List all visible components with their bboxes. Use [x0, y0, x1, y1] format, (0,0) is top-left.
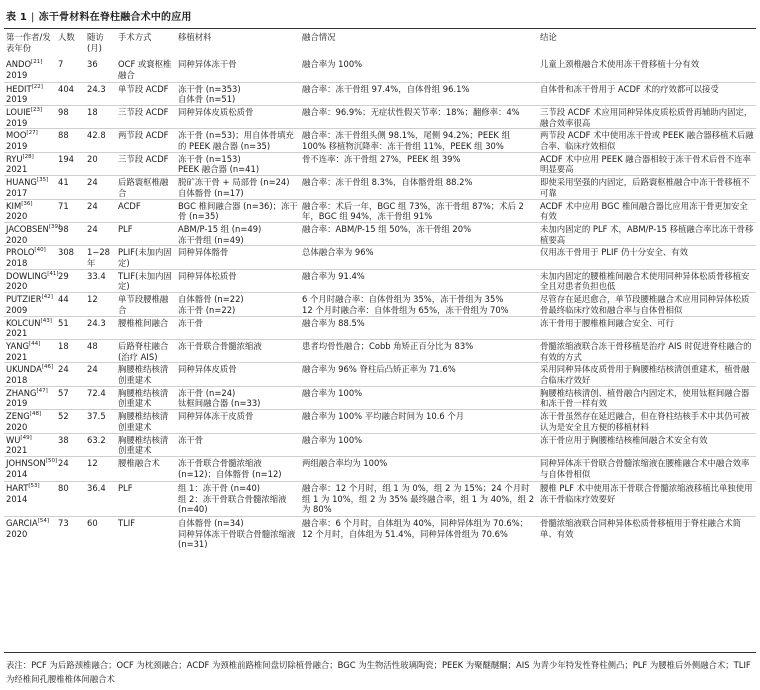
reference-number: [50]	[45, 458, 58, 465]
publication-year: 2018	[6, 375, 28, 386]
graft-material-cell: 同种异体冻干皮质骨	[178, 411, 254, 422]
author-year-cell	[4, 457, 56, 482]
publication-year: 2019	[6, 141, 28, 152]
publication-year: 2018	[6, 258, 28, 269]
patient-count-cell: 52	[58, 411, 69, 422]
conclusion-cell: 即使采用坚强的内固定，后路寰枢椎融合中冻干骨移植不可靠	[540, 177, 750, 198]
header-material: 移植材料	[178, 32, 212, 42]
reference-number: [36]	[21, 200, 33, 207]
fusion-result-cell: 总体融合率为 96%	[302, 247, 374, 258]
patient-count-cell: 404	[58, 83, 74, 94]
patient-count-cell: 24	[58, 364, 69, 375]
surgery-method-cell: 胸腰椎结核清创重建术	[118, 411, 169, 432]
author-name: HART	[6, 483, 29, 493]
table-row	[4, 246, 756, 269]
fusion-result-cell: 融合率：冻干骨组 97.4%，自体骨组 96.1%	[302, 83, 470, 94]
surgery-method-cell: 三节段 ACDF	[118, 106, 169, 117]
author-year-cell	[4, 293, 56, 316]
followup-cell: 42.8	[87, 130, 106, 141]
conclusion-cell: 两节段 ACDF 术中使用冻干骨或 PEEK 融合器移植术后融合率、临床疗效相似	[540, 130, 754, 152]
fusion-result-cell: 两组融合率均为 100%	[302, 458, 388, 468]
table-row	[4, 58, 756, 82]
reference-number: [48]	[29, 411, 42, 418]
author-year-cell	[4, 363, 56, 386]
conclusion-cell: 仅用冻干骨用于 PLIF 仍十分安全、有效	[540, 247, 688, 258]
table-row	[4, 199, 756, 222]
header-fusion: 融合情况	[302, 32, 336, 42]
conclusion-cell: 未加内固定的 PLF 术，ABM/P-15 移植融合率比冻干骨移植要高	[540, 223, 754, 245]
publication-year: 2020	[6, 421, 28, 432]
graft-material-cell: 自体髂骨 (n=22) 冻干骨 (n=22)	[178, 294, 244, 315]
author-name: JACOBSEN	[6, 223, 49, 234]
fusion-result-cell: 融合率为 100%	[302, 434, 363, 445]
graft-material-cell: ABM/P-15 组 (n=49) 冻干骨组 (n=49)	[178, 223, 262, 245]
author-name: PROLO	[6, 247, 35, 258]
table-row	[4, 176, 756, 199]
patient-count-cell: 38	[58, 434, 69, 445]
graft-material-cell: 自体髂骨 (n=34) 同种异体冻干骨联合骨髓浓缩液 (n=31)	[178, 518, 296, 550]
followup-cell: 12	[87, 458, 98, 468]
reference-number: [27]	[26, 130, 38, 137]
header-followup: 随访(月)	[87, 32, 104, 53]
author-year-cell	[4, 386, 56, 409]
author-year-cell	[4, 199, 56, 222]
conclusion-cell: 胸腰椎结核清创、植骨融合内固定术，使用钛框间融合器和冻干骨一样有效	[540, 387, 750, 409]
patient-count-cell: 51	[58, 317, 69, 328]
patient-count-cell: 73	[58, 518, 69, 528]
author-name: GARCIA	[6, 518, 38, 528]
author-name: LOUIE	[6, 106, 31, 117]
table-row	[4, 316, 756, 339]
fusion-result-cell: 融合率为 100%	[302, 387, 363, 398]
fusion-result-cell: 融合率为 100%	[302, 59, 363, 69]
graft-material-cell: 脱矿冻干骨 + 局部骨 (n=24) 自体髂骨 (n=17)	[178, 177, 290, 198]
surgery-method-cell: 腰椎融合术	[118, 458, 160, 468]
patient-count-cell: 98	[58, 106, 69, 117]
author-name: JOHNSON	[6, 458, 46, 468]
patient-count-cell: 18	[58, 340, 69, 351]
conclusion-cell: 冻干骨用于腰椎椎间融合安全、可行	[540, 317, 674, 328]
surgery-method-cell: TLIF(未加内固定)	[118, 270, 172, 292]
table-row	[4, 129, 756, 152]
author-year-cell	[4, 433, 56, 456]
conclusion-cell: 三节段 ACDF 术应用同种异体皮质松质骨再辅助内固定，融合效率很高	[540, 106, 753, 128]
surgery-method-cell: 三节段 ACDF	[118, 153, 169, 164]
reference-number: [35]	[36, 177, 49, 184]
table-body	[4, 58, 756, 554]
graft-material-cell: 冻干骨	[178, 434, 204, 445]
followup-cell: 24.3	[87, 317, 106, 328]
conclusion-cell: ACDF 术中应用 BGC 椎间融合器比应用冻干骨更加安全有效	[540, 200, 748, 222]
publication-year: 2021	[6, 445, 28, 456]
reference-number: [21]	[31, 59, 43, 66]
followup-cell: 20	[87, 153, 98, 164]
reference-number: [41]	[47, 270, 59, 277]
surgery-method-cell: 后路寰枢椎融合	[118, 177, 169, 198]
graft-material-cell: 同种异体冻干骨	[178, 59, 237, 69]
table-row	[4, 82, 756, 105]
author-name: RYU	[6, 153, 23, 164]
graft-material-cell: 冻干骨 (n=153) PEEK 融合器 (n=41)	[178, 153, 260, 175]
author-year-cell	[4, 410, 56, 433]
publication-year: 2021	[6, 328, 28, 339]
followup-cell: 36	[87, 59, 98, 69]
author-name: KIM	[6, 200, 22, 211]
author-year-cell	[4, 269, 59, 292]
publication-year: 2009	[6, 304, 28, 315]
publication-year: 2020	[6, 281, 28, 292]
author-year-cell	[4, 222, 61, 245]
fusion-result-cell: 融合率：ABM/P-15 组 50%，冻干骨组 20%	[302, 223, 472, 234]
patient-count-cell: 71	[58, 200, 69, 211]
followup-cell: 72.4	[87, 387, 106, 398]
reference-number: [47]	[36, 387, 48, 394]
table-header-row	[4, 31, 756, 58]
author-name: HEDIT	[6, 83, 32, 94]
patient-count-cell: 98	[58, 223, 69, 234]
reference-number: [49]	[20, 434, 32, 441]
author-name: HUANG	[6, 177, 37, 188]
table-row	[4, 386, 756, 409]
reference-number: [53]	[28, 483, 40, 490]
conclusion-cell: 采用同种异体皮质骨用于胸腰椎结核清创重建术，植骨融合临床疗效好	[540, 364, 750, 386]
author-year-cell	[4, 129, 56, 152]
graft-material-cell: 冻干骨	[178, 317, 204, 328]
graft-material-cell: 冻干骨联合骨髓浓缩液	[178, 340, 262, 351]
table-row	[4, 482, 756, 517]
fusion-result-cell: 融合率为 91.4%	[302, 270, 365, 281]
fusion-result-cell: 骨不连率：冻干骨组 27%，PEEK 组 39%	[302, 153, 461, 164]
header-author: 第一作者/发表年份	[6, 32, 51, 53]
patient-count-cell: 57	[58, 387, 69, 398]
publication-year: 2021	[6, 164, 28, 175]
publication-year: 2019	[6, 69, 28, 80]
conclusion-cell: 同种异体冻干骨联合骨髓浓缩液在腰椎融合术中融合效率与自体骨相似	[540, 458, 750, 479]
table-row	[4, 222, 756, 245]
followup-cell: 33.4	[87, 270, 106, 281]
publication-year: 2021	[6, 351, 28, 362]
author-year-cell	[4, 58, 56, 82]
fusion-result-cell: 患者均骨性融合；Cobb 角矫正百分比为 83%	[302, 340, 474, 351]
patient-count-cell: 29	[58, 270, 69, 281]
fusion-result-cell: 融合率为 88.5%	[302, 317, 365, 328]
publication-year: 2019	[6, 117, 28, 128]
reference-number: [43]	[40, 317, 52, 324]
conclusion-cell: 自体骨和冻干骨用于 ACDF 术的疗效都可以接受	[540, 83, 719, 94]
surgery-method-cell: 胸腰椎结核清创重建术	[118, 387, 169, 409]
fusion-table	[4, 31, 756, 554]
followup-cell: 48	[87, 340, 98, 351]
graft-material-cell: 冻干骨 (n=53)；用自体骨填充的 PEEK 融合器 (n=35)	[178, 130, 294, 152]
author-name: YANG	[6, 340, 29, 351]
conclusion-cell: 未加内固定的腰椎椎间融合术使用同种异体松质骨移植安全且对患者负担也低	[540, 270, 750, 292]
publication-year: 2020	[6, 528, 28, 539]
surgery-method-cell: 单节段 ACDF	[118, 83, 169, 94]
author-year-cell	[4, 339, 56, 362]
followup-cell: 60	[87, 518, 98, 528]
fusion-result-cell: 融合率：术后一年，BGC 组 73%，冻干骨组 87%；术后 2 年，BGC 组 94%，冻干骨组 91%	[302, 200, 524, 222]
patient-count-cell: 308	[58, 247, 74, 258]
author-name: ZHANG	[6, 387, 37, 398]
followup-cell: 24	[87, 364, 98, 375]
author-name: UKUNDA	[6, 364, 42, 375]
reference-number: [44]	[28, 341, 41, 348]
graft-material-cell: 组 1：冻干骨 (n=40) 组 2：冻干骨联合骨髓浓缩液 (n=40)	[178, 483, 287, 515]
fusion-result-cell: 融合率为 100% 平均融合时间为 10.6 个月	[302, 411, 465, 422]
graft-material-cell: 同种异体皮质松质骨	[178, 106, 254, 117]
followup-cell: 24	[87, 200, 98, 211]
publication-year: 2019	[6, 398, 28, 409]
fusion-result-cell: 融合率：冻干骨组 8.3%，自体髂骨组 88.2%	[302, 177, 473, 188]
surgery-method-cell: 胸腰椎结核清创重建术	[118, 434, 169, 456]
table-row	[4, 363, 756, 386]
followup-cell: 24.3	[87, 83, 106, 94]
patient-count-cell: 7	[58, 59, 64, 69]
graft-material-cell: 冻干骨 (n=353) 自体骨 (n=51)	[178, 83, 241, 105]
graft-material-cell: 冻干骨联合骨髓浓缩液 (n=12)；自体髂骨 (n=12)	[178, 458, 282, 479]
conclusion-cell: 腰椎 PLF 术中使用冻干骨联合骨髓浓缩液移植比单独使用冻干骨临床疗效要好	[540, 483, 753, 504]
surgery-method-cell: ACDF	[118, 200, 141, 211]
table-row	[4, 152, 756, 175]
followup-cell: 12	[87, 294, 98, 305]
followup-cell: 18	[87, 106, 98, 117]
table-row	[4, 457, 756, 482]
fusion-result-cell: 融合率：12 个月时，组 1 为 0%，组 2 为 15%；24 个月时组 1 为 10%，组 2 为 35% 最终融合率，组 1 为 40%，组 2 为 80%	[302, 483, 535, 515]
graft-material-cell: 冻干骨 (n=24) 钛框间融合器 (n=33)	[178, 387, 261, 409]
followup-cell: 24	[87, 177, 98, 188]
author-year-cell	[4, 152, 56, 175]
author-name: DOWLING	[6, 270, 48, 281]
publication-year: 2020	[6, 234, 28, 245]
surgery-method-cell: 胸腰椎结核清创重建术	[118, 364, 169, 386]
patient-count-cell: 80	[58, 483, 69, 493]
publication-year: 2014	[6, 493, 28, 504]
reference-number: [39]	[48, 224, 61, 231]
surgery-method-cell: OCF 或寰枢椎融合	[118, 59, 172, 80]
surgery-method-cell: PLF	[118, 223, 133, 234]
table-row	[4, 517, 756, 554]
conclusion-cell: 儿童上颈椎融合术使用冻干骨移植十分有效	[540, 59, 700, 69]
author-year-cell	[4, 82, 56, 105]
publication-year: 2017	[6, 187, 28, 198]
conclusion-cell: ACDF 术中应用 PEEK 融合器相较于冻干骨术后骨不连率明显要高	[540, 153, 751, 175]
table-footnote: 表注：PCF 为后路颈椎融合；OCF 为枕颈融合；ACDF 为颈椎前路椎间盘切除植骨融合；BGC 为生物活性玻璃陶瓷；PEEK 为聚醚醚酮；AIS 为青少年特发性脊柱侧凸；PLF 为腰椎后外侧融合术；TLIF 为经椎间孔腰椎椎体间融合术	[6, 660, 751, 684]
patient-count-cell: 44	[58, 294, 69, 305]
followup-cell: 37.5	[87, 411, 106, 422]
reference-number: [22]	[31, 83, 43, 90]
author-year-cell	[4, 316, 56, 339]
author-name: KOLCUN	[6, 317, 41, 328]
followup-cell: 24	[87, 223, 98, 234]
surgery-method-cell: PLIF(未加内固定)	[118, 247, 172, 269]
table-title	[6, 8, 192, 23]
author-name: MOO	[6, 130, 27, 141]
followup-cell: 63.2	[87, 434, 106, 445]
top-rule	[4, 28, 756, 29]
surgery-method-cell: 单节段腰椎融合	[118, 294, 169, 315]
bottom-rule	[4, 652, 756, 653]
author-name: PUTZIER	[6, 294, 42, 305]
graft-material-cell: 同种异体皮质骨	[178, 364, 237, 375]
author-year-cell	[4, 517, 56, 554]
publication-year: 2019	[6, 94, 28, 105]
table-row	[4, 269, 756, 292]
publication-year: 2020	[6, 211, 28, 222]
conclusion-cell: 骨髓浓缩液联合冻干骨移植是治疗 AIS 时促进脊柱融合的有效的方式	[540, 340, 752, 362]
surgery-method-cell: 两节段 ACDF	[118, 130, 169, 141]
patient-count-cell: 88	[58, 130, 69, 141]
author-name: ANDO	[6, 59, 32, 69]
conclusion-cell: 尽管存在延迟愈合，单节段腰椎融合术应用同种异体松质骨最终临床疗效和融合率与自体骨相似	[540, 294, 750, 315]
surgery-method-cell: PLF	[118, 483, 133, 493]
fusion-result-cell: 融合率：6 个月时，自体组为 40%，同种异体组为 70.6%；12 个月时，自体组为 51.4%，同种异体骨组为 70.6%	[302, 518, 529, 539]
conclusion-cell: 骨髓浓缩液联合同种异体松质骨移植用于脊柱融合术简单、有效	[540, 518, 741, 539]
author-year-cell	[4, 482, 56, 517]
graft-material-cell: BGC 椎间融合器 (n=36)；冻干骨 (n=35)	[178, 200, 298, 222]
followup-cell: 1−28 年	[87, 247, 111, 269]
conclusion-cell: 冻干骨虽然存在延迟融合，但在脊柱结核手术中其仍可被认为是安全且方便的移植材料	[540, 411, 750, 432]
conclusion-cell: 冻干骨应用于胸腰椎结核椎间融合术安全有效	[540, 434, 708, 445]
surgery-method-cell: TLIF	[118, 518, 136, 528]
table-row	[4, 339, 756, 362]
reference-number: [40]	[34, 247, 46, 254]
author-name: WU	[6, 434, 21, 445]
reference-number: [28]	[22, 153, 34, 160]
author-year-cell	[4, 176, 56, 199]
table-row	[4, 410, 756, 433]
author-year-cell	[4, 246, 56, 269]
reference-number: [42]	[41, 294, 53, 301]
fusion-result-cell: 融合率：冻干骨组头侧 98.1%，尾侧 94.2%；PEEK 组 100% 移植物沉降率：冻干骨组 11%，PEEK 组 30%	[302, 130, 510, 152]
author-year-cell	[4, 105, 56, 128]
reference-number: [54]	[37, 518, 49, 525]
fusion-result-cell: 融合率：96.9%；无症状性假关节率：18%；翻修率：4%	[302, 106, 520, 117]
patient-count-cell: 24	[58, 458, 69, 468]
fusion-result-cell: 融合率为 96% 脊柱后凸矫正率为 71.6%	[302, 364, 456, 375]
header-method: 手术方式	[118, 32, 152, 42]
table-row	[4, 293, 756, 316]
graft-material-cell: 同种异体髂骨	[178, 247, 229, 258]
patient-count-cell: 194	[58, 153, 74, 164]
reference-number: [23]	[30, 107, 43, 114]
table-number: 表 1	[6, 12, 28, 23]
followup-cell: 36.4	[87, 483, 106, 493]
title-separator: |	[31, 12, 35, 23]
graft-material-cell: 同种异体松质骨	[178, 270, 237, 281]
author-name: ZENG	[6, 411, 30, 422]
patient-count-cell: 41	[58, 177, 69, 188]
table-row	[4, 433, 756, 456]
header-conclusion: 结论	[540, 32, 557, 42]
surgery-method-cell: 腰椎椎间融合	[118, 317, 169, 328]
header-count: 人数	[58, 32, 75, 42]
reference-number: [46]	[41, 364, 54, 371]
surgery-method-cell: 后路脊柱融合(治疗 AIS)	[118, 340, 169, 362]
fusion-result-cell: 6 个月时融合率：自体骨组为 35%，冻干骨组为 35% 12 个月时融合率：自体骨组为 65%，冻干骨组为 70%	[302, 294, 509, 315]
publication-year: 2014	[6, 468, 28, 479]
table-row	[4, 105, 756, 128]
table-caption: 冻干骨材料在脊柱融合术中的应用	[38, 12, 192, 23]
